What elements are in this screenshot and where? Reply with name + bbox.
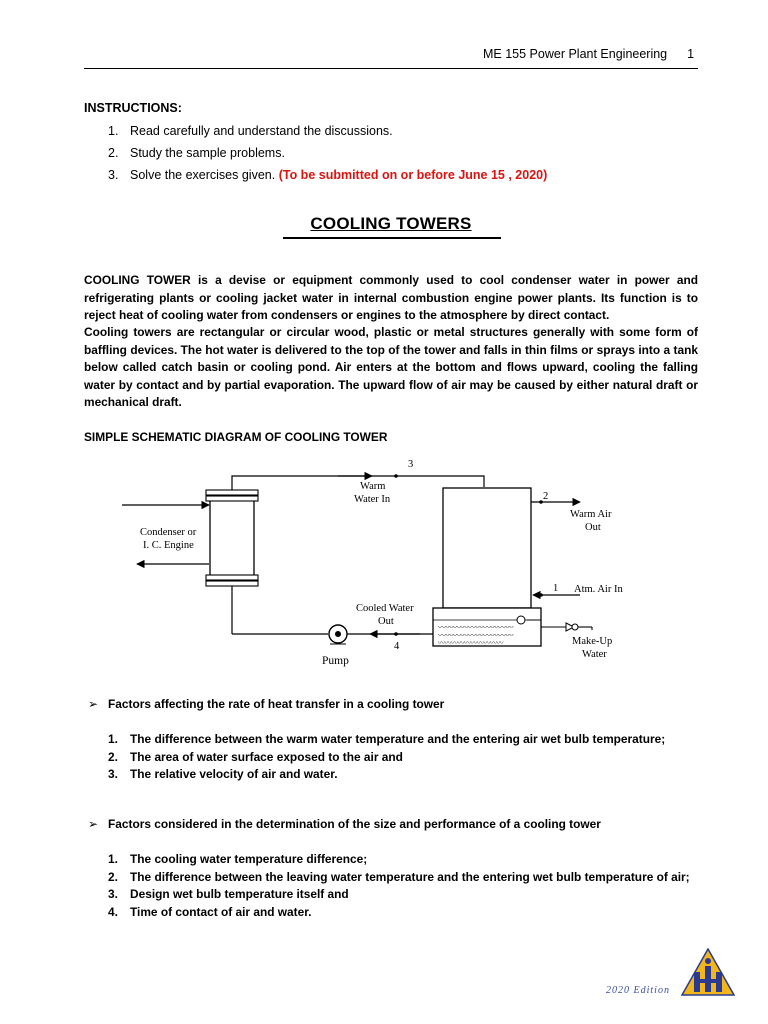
label-condenser-2: I. C. Engine <box>143 540 194 551</box>
factors-heat-heading: ➢ Factors affecting the rate of heat transfer in a cooling tower <box>88 697 445 711</box>
tower-body <box>443 488 531 608</box>
condenser-unit <box>206 490 258 586</box>
page-header <box>483 47 694 61</box>
label-warm-air-2: Out <box>585 522 601 533</box>
department-logo-icon <box>681 948 735 996</box>
list-item: 2. The difference between the leaving water temperature and the entering wet bulb temperature of air; <box>108 869 690 884</box>
term-catch-basin: catch basin or cooling pond <box>161 360 327 375</box>
diagram-heading: SIMPLE SCHEMATIC DIAGRAM OF COOLING TOWER <box>84 430 388 444</box>
description-paragraph: Cooling towers are rectangular or circular wood, plastic or metal structures generally with some form of baffling devices. The hot water is delivered to the top of the tower and falls in thin films or sprays into a tank below called catch basin or cooling pond. Air enters at the bottom and flows upward, cooling the falling water by contact and by partial evaporation. The upward flow of air may be caused by either natural draft or mechanical draft. <box>84 325 698 410</box>
list-item: 1. The cooling water temperature difference; <box>108 852 368 866</box>
list-item: 4. Time of contact of air and water. <box>108 904 312 919</box>
edition-label: 2020 Edition <box>606 985 670 996</box>
label-makeup-2: Water <box>582 649 607 660</box>
factors-heat-list <box>108 731 698 784</box>
list-item: 3. The relative velocity of air and water. <box>108 767 338 781</box>
label-cooled-water-2: Out <box>378 616 394 627</box>
label-point-2: 2 <box>543 491 549 502</box>
arrow-bullet-icon: ➢ <box>88 817 98 831</box>
label-warm-water-2: Water In <box>354 494 391 505</box>
list-item: 3. Design wet bulb temperature itself and <box>108 887 349 901</box>
label-point-3: 3 <box>408 459 414 470</box>
svg-text:〰〰〰〰〰〰〰〰〰〰: 〰〰〰〰〰〰〰〰〰〰 <box>438 631 513 640</box>
cooling-tower-diagram <box>110 452 670 677</box>
list-item: 2. The area of water surface exposed to the air and <box>108 749 403 764</box>
label-cooled-water-1: Cooled Water <box>356 603 414 614</box>
course-title: ME 155 Power Plant Engineering <box>483 47 668 61</box>
label-warm-water-1: Warm <box>360 481 386 492</box>
label-point-1: 1 <box>553 583 559 594</box>
list-item: 1. The difference between the warm water temperature and the entering air wet bulb temperature; <box>108 732 666 746</box>
state-point-4-marker <box>394 632 398 636</box>
catch-basin <box>433 608 541 647</box>
factors-size-heading: ➢ Factors considered in the determination of the size and performance of a cooling tower <box>88 817 601 831</box>
makeup-water-line <box>541 623 592 631</box>
title-underline <box>283 237 501 239</box>
state-point-1-marker <box>539 593 543 597</box>
arrow-bullet-icon: ➢ <box>88 697 98 711</box>
term-cooling-tower: COOLING TOWER <box>84 273 191 287</box>
instruction-item: 3. Solve the exercises given. (To be submitted on or before June 15 , 2020) <box>108 168 548 182</box>
deadline-note: (To be submitted on or before June 15 , 2020) <box>278 168 548 182</box>
header-divider <box>84 68 698 69</box>
label-pump: Pump <box>322 655 349 667</box>
label-atm-air: Atm. Air In <box>574 584 623 595</box>
page-number: 1 <box>687 47 695 61</box>
label-condenser-1: Condenser or <box>140 527 197 538</box>
label-makeup-1: Make-Up <box>572 636 613 647</box>
instruction-item: 2. Study the sample problems. <box>108 146 285 160</box>
state-point-3-marker <box>394 474 398 478</box>
label-point-4: 4 <box>394 641 400 652</box>
svg-text:〰〰〰〰〰〰〰〰〰〰: 〰〰〰〰〰〰〰〰〰〰 <box>438 623 513 632</box>
definition-paragraph: COOLING TOWER is a devise or equipment commonly used to cool condenser water in power and refrigerating plants or cooling jacket water in internal combustion engine power plants. Its function is to reject heat of cooling water from condensers or engines to the atmosphere by direct contact. <box>84 273 698 323</box>
pump-icon <box>329 625 350 644</box>
svg-text:〰〰〰〰〰〰〰〰〰〰: 〰〰〰〰〰〰〰〰〰〰 <box>438 639 503 647</box>
instruction-item: 1. Read carefully and understand the discussions. <box>108 124 393 138</box>
factors-size-list <box>108 851 698 921</box>
instructions-title: INSTRUCTIONS: <box>84 101 182 115</box>
page-title: COOLING TOWERS <box>310 214 472 233</box>
label-warm-air-1: Warm Air <box>570 509 612 520</box>
instructions-list <box>108 120 547 186</box>
